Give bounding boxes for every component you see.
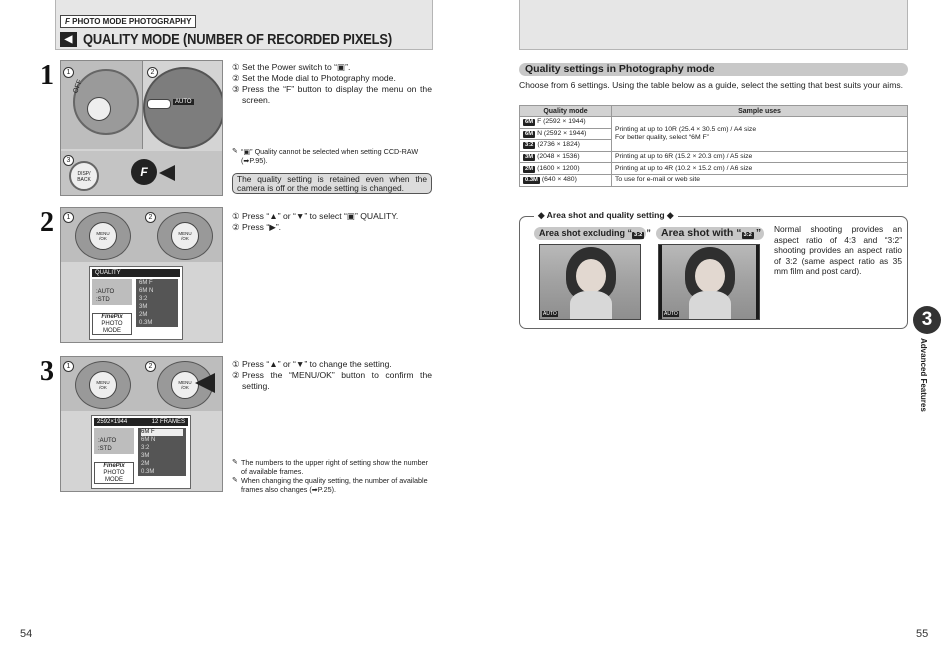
note-icon: ✎	[232, 459, 238, 466]
body-shape	[689, 291, 731, 320]
chapter-label: Advanced Features	[919, 338, 928, 412]
body-shape	[570, 291, 612, 320]
quality-table	[519, 105, 908, 187]
area-shot-title: ◆ Area shot and quality setting ◆	[534, 210, 678, 221]
title-row	[60, 31, 442, 48]
table-header-row	[520, 106, 908, 117]
frame-bar	[659, 245, 662, 319]
instruction: ② Set the Mode dial to Photography mode.	[232, 73, 396, 83]
arrow-icon	[159, 165, 175, 181]
step3-notes: ✎ The numbers to the upper right of setting show the number of available frames. ✎ When changing the quality setting, the number of available frames also changes (➡P.25).	[232, 458, 428, 494]
note-icon: ✎	[232, 148, 238, 155]
photo-4-3	[539, 244, 641, 320]
dial-pointer	[147, 99, 171, 109]
quality-badge: 6M	[525, 119, 534, 126]
callout-1: 1	[63, 212, 74, 223]
option-list: 6M F 6M N 3:2 3M 2M 0.3M	[138, 428, 186, 476]
lcd-title: 2592×1944 12 FRAMES	[94, 418, 188, 426]
off-label: OFF	[72, 78, 84, 95]
table-row: 6M N (2592 × 1944)	[520, 128, 908, 140]
quality-badge: 2M	[525, 165, 534, 172]
label-area-with: Area shot with “ 3:2 ”	[656, 227, 764, 240]
table-row: 2M (1600 × 1200) Printing at up to 4R (10.2 × 15.2 cm) / A6 size	[520, 163, 908, 175]
mode-tag	[60, 15, 196, 28]
auto-tag: AUTO	[543, 311, 557, 317]
note-icon: ✎	[232, 477, 238, 484]
face-shape	[576, 259, 606, 293]
step3-illustration	[60, 356, 223, 492]
menu-ok-button: MENU /OK	[89, 222, 117, 250]
page-title: QUALITY MODE (NUMBER OF RECORDED PIXELS)	[83, 31, 392, 48]
step2-illustration	[60, 207, 223, 343]
area-shot-text: Normal shooting provides an aspect ratio of 4:3 and “3:2” shooting provides an aspect ratio of 3:2 (same aspect ratio as 35 mm film and post card).	[774, 224, 902, 276]
step-number-2: 2	[40, 207, 54, 238]
callout-2: 2	[147, 67, 158, 78]
menu-ok-button: MENU /OK	[171, 222, 199, 250]
lcd-menu: :AUTO :STD	[94, 428, 134, 454]
step2-instructions: ① Press “▲” or “▼” to select “▣” QUALITY. ② Press “▶”.	[232, 211, 399, 232]
table-row: 3:2 (2736 × 1824)	[520, 140, 908, 152]
option-list: 6M F 6M N 3:2 3M 2M 0.3M	[136, 279, 178, 327]
table-header: Sample uses	[612, 106, 908, 117]
callout-1: 1	[63, 361, 74, 372]
f-mode-icon: F	[65, 17, 70, 26]
frame-bar	[756, 245, 759, 319]
callout-1: 1	[63, 67, 74, 78]
quality-icon: ◀	[60, 32, 77, 47]
table-header: Quality mode	[520, 106, 612, 117]
step-number-1: 1	[40, 60, 54, 91]
finepix-logo: FinePix PHOTO MODE	[92, 313, 132, 335]
section-heading: Quality settings in Photography mode	[519, 63, 908, 76]
label-area-excluding: Area shot excluding “ 3:2 ”	[534, 227, 646, 240]
table-row: 0.3M (640 × 480) To use for e-mail or web site	[520, 174, 908, 186]
quality-badge: 0.3M	[525, 177, 538, 184]
lcd-screen	[91, 415, 191, 489]
page-number-left: 54	[20, 628, 33, 640]
menu-ok-button: MENU /OK	[89, 371, 117, 399]
instruction: ① Set the Power switch to “▣”.	[232, 62, 351, 72]
callout-3: 3	[63, 155, 74, 166]
intro-text: Choose from 6 settings. Using the table below as a guide, select the setting that best suits your aims.	[519, 80, 904, 90]
quality-badge: 6M	[525, 130, 534, 137]
callout-2: 2	[145, 212, 156, 223]
right-header	[519, 0, 908, 50]
lcd-title: QUALITY	[92, 269, 180, 277]
page-number-right: 55	[916, 628, 929, 640]
table-row: 6M F (2592 × 1944) Printing at up to 10R (25.4 × 30.5 cm) / A4 size For better quality, select “6M F”	[520, 117, 908, 129]
info-box: The quality setting is retained even when the camera is off or the mode setting is changed.	[232, 173, 432, 194]
mode-tag-label: PHOTO MODE PHOTOGRAPHY	[72, 17, 192, 26]
callout-2: 2	[145, 361, 156, 372]
quality-badge: 3M	[525, 154, 534, 161]
photo-3-2	[658, 244, 760, 320]
instruction: ③ Press the “F” button to display the menu on the screen.	[232, 84, 432, 105]
quality-badge: 3:2	[525, 142, 534, 149]
left-header	[55, 0, 433, 50]
lcd-menu: :AUTO :STD	[92, 279, 132, 305]
arrow-icon	[195, 373, 215, 393]
step3-instructions: ① Press “▲” or “▼” to change the setting. ② Press the “MENU/OK” button to confirm the setting.	[232, 359, 432, 391]
step-number-3: 3	[40, 356, 54, 387]
auto-label: AUTO	[175, 99, 192, 105]
camera-icon	[87, 97, 111, 121]
step1-note: ✎ “▣” Quality cannot be selected when setting CCD-RAW (➡P.95).	[232, 147, 419, 165]
step1-instructions	[232, 62, 432, 106]
chapter-badge: 3	[913, 306, 941, 334]
menu-ok-button: MENU /OK	[171, 371, 199, 399]
auto-tag: AUTO	[664, 311, 678, 317]
step1-illustration	[60, 60, 223, 196]
disp-back-button: DISP/ BACK	[69, 161, 99, 191]
face-shape	[695, 259, 725, 293]
finepix-logo: FinePix PHOTO MODE	[94, 462, 134, 484]
lcd-screen	[89, 266, 183, 340]
table-row: 3M (2048 × 1536) Printing at up to 6R (15.2 × 20.3 cm) / A5 size	[520, 151, 908, 163]
f-button: F	[131, 159, 157, 185]
